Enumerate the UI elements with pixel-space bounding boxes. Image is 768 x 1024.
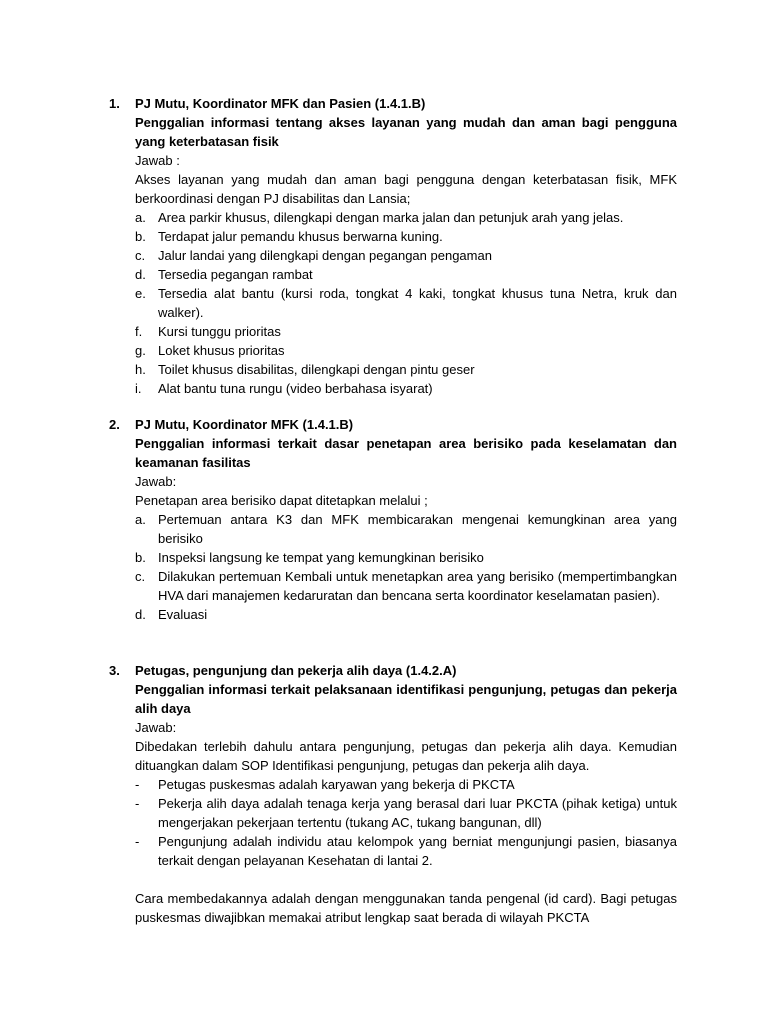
paragraph-spacer	[135, 870, 677, 889]
section-number: 1.	[109, 96, 120, 111]
list-item	[135, 510, 677, 548]
list-marker: e.	[135, 286, 146, 301]
list-item-text: Pertemuan antara K3 dan MFK membicarakan mengenai kemungkinan area yang berisiko	[158, 512, 677, 546]
section-1	[110, 94, 677, 398]
list-item	[135, 605, 677, 624]
list-item	[135, 208, 677, 227]
section-question: Penggalian informasi terkait pelaksanaan identifikasi pengunjung, petugas dan pekerja alih daya	[135, 682, 677, 716]
list-item-text: Loket khusus prioritas	[158, 343, 285, 358]
list-item	[135, 284, 677, 322]
answer-intro: Penetapan area berisiko dapat ditetapkan melalui ;	[135, 493, 428, 508]
list-item-text: Inspeksi langsung ke tempat yang kemungkinan berisiko	[158, 550, 484, 565]
list-item-text: Terdapat jalur pemandu khusus berwarna kuning.	[158, 229, 443, 244]
list-item-text: Area parkir khusus, dilengkapi dengan marka jalan dan petunjuk arah yang jelas.	[158, 210, 624, 225]
section-3	[110, 661, 677, 927]
list-marker: -	[135, 777, 140, 792]
list-marker: b.	[135, 229, 146, 244]
list-marker: -	[135, 796, 140, 811]
list-item	[135, 227, 677, 246]
list-item-text: Alat bantu tuna rungu (video berbahasa isyarat)	[158, 381, 433, 396]
list-marker: a.	[135, 210, 146, 225]
answer-intro: Dibedakan terlebih dahulu antara pengunjung, petugas dan pekerja alih daya. Kemudian dituangkan dalam SOP Identifikasi pengunjung, petugas dan pekerja alih daya.	[135, 739, 677, 773]
section-number: 2.	[109, 417, 120, 432]
list-item	[135, 360, 677, 379]
answer-list	[135, 775, 677, 870]
list-item	[135, 567, 677, 605]
list-item-text: Jalur landai yang dilengkapi dengan pegangan pengaman	[158, 248, 492, 263]
section-question: Penggalian informasi tentang akses layanan yang mudah dan aman bagi pengguna yang keterbatasan fisik	[135, 115, 677, 149]
list-item-text: Petugas puskesmas adalah karyawan yang bekerja di PKCTA	[158, 777, 515, 792]
list-marker: a.	[135, 512, 146, 527]
section-number: 3.	[109, 663, 120, 678]
list-item	[135, 775, 677, 794]
answer-list	[135, 510, 677, 624]
answer-label: Jawab:	[135, 720, 177, 735]
section-title: PJ Mutu, Koordinator MFK dan Pasien (1.4.1.B)	[135, 96, 426, 111]
list-marker: g.	[135, 343, 146, 358]
answer-intro: Akses layanan yang mudah dan aman bagi pengguna dengan keterbatasan fisik, MFK berkoordinasi dengan PJ disabilitas dan Lansia;	[135, 172, 677, 206]
list-marker: h.	[135, 362, 146, 377]
answer-label: Jawab:	[135, 474, 177, 489]
answer-list	[135, 208, 677, 398]
section-title: PJ Mutu, Koordinator MFK (1.4.1.B)	[135, 417, 354, 432]
list-item	[135, 246, 677, 265]
list-marker: d.	[135, 267, 146, 282]
list-item	[135, 265, 677, 284]
list-item	[135, 379, 677, 398]
list-marker: i.	[135, 381, 142, 396]
list-item-text: Kursi tunggu prioritas	[158, 324, 281, 339]
list-item	[135, 832, 677, 870]
list-item-text: Evaluasi	[158, 607, 208, 622]
list-item	[135, 548, 677, 567]
section-title: Petugas, pengunjung dan pekerja alih daya (1.4.2.A)	[135, 663, 457, 678]
list-item-text: Toilet khusus disabilitas, dilengkapi dengan pintu geser	[158, 362, 475, 377]
list-item	[135, 322, 677, 341]
list-marker: -	[135, 834, 140, 849]
list-marker: b.	[135, 550, 146, 565]
list-marker: d.	[135, 607, 146, 622]
list-item	[135, 341, 677, 360]
list-item	[135, 794, 677, 832]
list-marker: c.	[135, 248, 146, 263]
section-2	[110, 415, 677, 624]
answer-label: Jawab :	[135, 153, 180, 168]
list-item-text: Pekerja alih daya adalah tenaga kerja yang berasal dari luar PKCTA (pihak ketiga) untuk mengerjakan pekerjaan tertentu (tukang AC, tukang bangunan, dll)	[158, 796, 677, 830]
list-item-text: Tersedia alat bantu (kursi roda, tongkat 4 kaki, tongkat khusus tuna Netra, kruk dan walker).	[158, 286, 677, 320]
list-item-text: Pengunjung adalah individu atau kelompok yang berniat mengunjungi pasien, biasanya terkait dengan pelayanan Kesehatan di lantai 2.	[158, 834, 677, 868]
list-marker: c.	[135, 569, 146, 584]
list-item-text: Tersedia pegangan rambat	[158, 267, 313, 282]
closing-paragraph: Cara membedakannya adalah dengan menggunakan tanda pengenal (id card). Bagi petugas puskesmas diwajibkan memakai atribut lengkap saat berada di wilayah PKCTA	[135, 891, 677, 925]
section-question: Penggalian informasi terkait dasar penetapan area berisiko pada keselamatan dan keamanan fasilitas	[135, 436, 677, 470]
list-marker: f.	[135, 324, 143, 339]
list-item-text: Dilakukan pertemuan Kembali untuk menetapkan area yang berisiko (mempertimbangkan HVA dari manajemen kedaruratan dan bencana serta koordinator keselamatan pasien).	[158, 569, 677, 603]
